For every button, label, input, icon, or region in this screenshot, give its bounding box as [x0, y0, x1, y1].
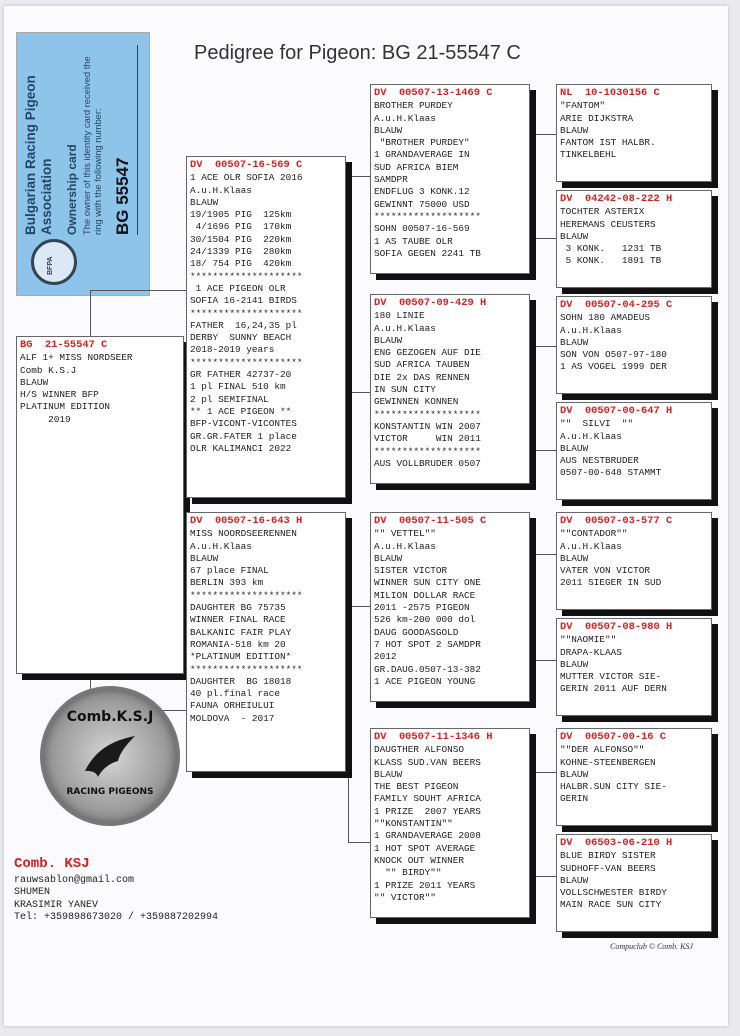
text-line: ********************: [190, 356, 303, 368]
ggp-lines: [560, 744, 708, 805]
ggp-lines: [560, 418, 708, 479]
great-grandparent-box: [556, 190, 712, 288]
text-line: WINNER SUN CITY ONE: [374, 577, 481, 589]
text-line: TINKELBEHL: [560, 149, 617, 161]
text-line: GEWINNEN KONNEN: [374, 396, 459, 408]
badge-bottom-text: RACING PIGEONS: [66, 787, 154, 797]
connector: [534, 554, 535, 660]
text-line: BLAUW: [374, 552, 403, 564]
sire-lines: [190, 172, 342, 455]
connector: [534, 134, 556, 135]
text-line: DAUG GOODASGOLD: [374, 626, 459, 638]
text-line: ""NAOMIE"": [560, 634, 617, 646]
ggp-lines: [560, 850, 708, 911]
text-line: BROTHER PURDEY: [374, 100, 453, 112]
text-line: A.u.H.Klaas: [560, 430, 622, 442]
sire-sire-lines: [374, 100, 526, 260]
association-name-line2: Association: [39, 158, 54, 235]
text-line: "" VETTEL"": [374, 528, 436, 540]
text-line: BLAUW: [560, 658, 589, 670]
ggp-ring: DV 00507-00-647 H: [560, 405, 673, 417]
text-line: BLAUW: [560, 124, 589, 136]
ownership-heading: Ownership card: [65, 144, 79, 235]
text-line: FAUNA ORHEIULUI: [190, 700, 275, 712]
ggp-lines: [560, 206, 708, 267]
text-line: GR FATHER 42737-20: [190, 369, 292, 381]
dam-lines: [190, 528, 342, 725]
text-line: ********************: [190, 589, 303, 601]
text-line: TOCHTER ASTERIX: [560, 206, 645, 218]
text-line: BLAUW: [560, 230, 589, 242]
ownership-card-content: [17, 33, 149, 295]
seal-label: BFPA: [47, 256, 54, 275]
text-line: 1 ACE PIGEON OLR: [190, 282, 286, 294]
text-line: 4/1696 PIG 170km: [190, 221, 292, 233]
text-line: 1 AS VOGEL 1999 DER: [560, 361, 667, 373]
text-line: A.u.H.Klaas: [190, 184, 252, 196]
text-line: KNOCK OUT WINNER: [374, 854, 465, 866]
text-line: MISS NOORDSEERENNEN: [190, 528, 297, 540]
great-grandparent-box: [556, 512, 712, 610]
text-line: BLAUW: [374, 124, 403, 136]
text-line: GR.DAUG.0507-13-382: [374, 663, 481, 675]
ggp-ring: DV 06503-06-210 H: [560, 837, 673, 849]
ggp-lines: [560, 528, 708, 589]
great-grandparent-box: [556, 618, 712, 716]
contact-block: [14, 858, 218, 925]
connector: [348, 176, 349, 392]
ownership-card: [16, 32, 150, 296]
text-line: BLAUW: [190, 552, 219, 564]
text-line: SON VON O507-97-180: [560, 349, 667, 361]
text-line: ""KONSTANTIN"": [374, 818, 453, 830]
text-line: 2018-2019 years: [190, 344, 275, 356]
text-line: 1 ACE PIGEON YOUNG: [374, 675, 476, 687]
text-line: VATER VON VICTOR: [560, 565, 651, 577]
text-line: HALBR.SUN CITY SIE-: [560, 781, 667, 793]
text-line: SISTER VICTOR: [374, 565, 448, 577]
text-line: *******************: [374, 210, 481, 222]
ring-number: BG 55547: [113, 157, 132, 235]
text-line: HEREMANS CEUSTERS: [560, 218, 656, 230]
text-line: GERIN 2011 AUF DERN: [560, 683, 667, 695]
ggp-ring: DV 04242-08-222 H: [560, 193, 673, 205]
text-line: ********************: [190, 270, 303, 282]
connector: [348, 606, 370, 607]
ggp-ring: NL 10-1030156 C: [560, 87, 660, 99]
text-line: THE BEST PIGEON: [374, 781, 459, 793]
connector: [348, 176, 370, 177]
text-line: "BROTHER PURDEY": [374, 137, 470, 149]
text-line: DAUGHTER BG 18018: [190, 675, 292, 687]
text-line: SOFIA GEGEN 2241 TB: [374, 247, 481, 259]
dam-ring: DV 00507-16-643 H: [190, 515, 303, 527]
text-line: BFP-VICONT-VICONTES: [190, 418, 297, 430]
text-line: 2 pl SEMIFINAL: [190, 393, 269, 405]
text-line: BERLIN 393 km: [190, 577, 264, 589]
contact-lines: [14, 875, 218, 925]
dam-dam-box: [370, 728, 530, 918]
text-line: DAUGHTER BG 75735: [190, 602, 286, 614]
text-line: KONSTANTIN WIN 2007: [374, 420, 481, 432]
sire-dam-box: [370, 294, 530, 484]
text-line: FAMILY SOUHT AFRICA: [374, 793, 481, 805]
dam-sire-ring: DV 00507-11-505 C: [374, 515, 487, 527]
text-line: H/S WINNER BFP: [20, 389, 99, 401]
text-line: A.u.H.Klaas: [374, 112, 436, 124]
dam-dam-ring: DV 00507-11-1346 H: [374, 731, 493, 743]
text-line: BLAUW: [560, 552, 589, 564]
text-line: 40 pl.final race: [190, 688, 281, 700]
text-line: SOHN 00507-16-569: [374, 223, 470, 235]
text-line: 1 GRANDAVERAGE IN: [374, 149, 470, 161]
ggp-ring: DV 00507-08-980 H: [560, 621, 673, 633]
connector: [348, 392, 370, 393]
text-line: BLUE BIRDY SISTER: [560, 850, 656, 862]
ownership-text: The owner of this identity card received the ring with the following number:: [81, 56, 103, 235]
text-line: ARIE DIJKSTRA: [560, 112, 634, 124]
great-grandparent-box: [556, 296, 712, 394]
pedigree-sheet: [4, 6, 728, 1026]
text-line: KOHNE-STEENBERGEN: [560, 756, 656, 768]
subject-lines: [20, 352, 180, 426]
text-line: 1 PRIZE 2007 YEARS: [374, 805, 481, 817]
sire-dam-lines: [374, 310, 526, 470]
text-line: GERIN: [560, 793, 589, 805]
connector: [90, 290, 91, 342]
text-line: 24/1339 PIG 280km: [190, 246, 292, 258]
ggp-lines: [560, 634, 708, 695]
text-line: "" SILVI "": [560, 418, 634, 430]
text-line: MOLDOVA - 2017: [190, 712, 275, 724]
text-line: ""CONTADOR"": [560, 528, 628, 540]
text-line: A.u.H.Klaas: [374, 322, 436, 334]
text-line: SUDHOFF-VAN BEERS: [560, 862, 656, 874]
connector: [534, 346, 535, 450]
text-line: A.u.H.Klaas: [560, 324, 622, 336]
text-line: 2019: [20, 413, 71, 425]
text-line: ** 1 ACE PIGEON **: [190, 405, 292, 417]
text-line: 1 PRIZE 2011 YEARS: [374, 879, 476, 891]
dam-dam-lines: [374, 744, 526, 904]
text-line: SOHN 180 AMADEUS: [560, 312, 651, 324]
text-line: DAUGTHER ALFONSO: [374, 744, 465, 756]
text-line: 19/1905 PIG 125km: [190, 209, 292, 221]
badge-top-text: Comb.K.S.J: [66, 709, 154, 725]
connector: [90, 290, 186, 291]
text-line: ENG GEZOGEN AUF DIE: [374, 347, 481, 359]
text-line: BLAUW: [560, 336, 589, 348]
connector: [348, 606, 349, 842]
subject-ring: BG 21-55547 C: [20, 339, 108, 351]
text-line: SOFIA 16-2141 BIRDS: [190, 295, 297, 307]
sire-sire-box: [370, 84, 530, 274]
text-line: 1 pl FINAL 510 km: [190, 381, 286, 393]
text-line: 5 KONK. 1891 TB: [560, 255, 662, 267]
text-line: BLAUW: [560, 442, 589, 454]
club-name: Comb. KSJ: [14, 856, 90, 872]
page-title: Pedigree for Pigeon: BG 21-55547 C: [194, 42, 521, 64]
text-line: ""DER ALFONSO"": [560, 744, 645, 756]
connector: [534, 876, 556, 877]
ggp-ring: DV 00507-00-16 C: [560, 731, 667, 743]
text-line: Tel: +359898673020 / +359887202994: [14, 912, 219, 924]
text-line: *******************: [374, 445, 481, 457]
text-line: BLAUW: [560, 874, 589, 886]
subject-pigeon-box: [16, 336, 184, 674]
text-line: 1 GRANDAVERAGE 2008: [374, 830, 481, 842]
ggp-lines: [560, 100, 708, 161]
sire-dam-ring: DV 00507-09-429 H: [374, 297, 487, 309]
text-line: VOLLSCHWESTER BIRDY: [560, 887, 667, 899]
text-line: 2011 -2575 PIGEON: [374, 602, 470, 614]
text-line: FANTOM IST HALBR.: [560, 137, 656, 149]
text-line: BLAUW: [20, 376, 49, 388]
text-line: IN SUN CITY: [374, 384, 436, 396]
text-line: "" VICTOR"": [374, 891, 436, 903]
association-seal-icon: [31, 239, 77, 285]
connector: [534, 772, 556, 773]
text-line: AUS NESTBRUDER: [560, 455, 639, 467]
dam-sire-box: [370, 512, 530, 702]
text-line: BLAUW: [190, 196, 219, 208]
text-line: SHUMEN: [14, 887, 51, 899]
text-line: "" BIRDY"": [374, 867, 442, 879]
text-line: BALKANIC FAIR PLAY: [190, 626, 292, 638]
text-line: Comb K.S.J: [20, 364, 77, 376]
great-grandparent-box: [556, 84, 712, 182]
connector: [348, 842, 370, 843]
text-line: ROMANIA-518 km 20: [190, 638, 286, 650]
text-line: VICTOR WIN 2011: [374, 433, 481, 445]
text-line: PLATINUM EDITION: [20, 401, 111, 413]
ggp-ring: DV 00507-04-295 C: [560, 299, 673, 311]
connector: [534, 772, 535, 876]
text-line: rauwsablon@gmail.com: [14, 874, 135, 886]
text-line: 1 ACE OLR SOFIA 2016: [190, 172, 303, 184]
pigeon-icon: [80, 731, 140, 781]
connector: [534, 450, 556, 451]
text-line: 1 AS TAUBE OLR: [374, 235, 453, 247]
connector: [534, 134, 535, 238]
dam-box: [186, 512, 346, 772]
ggp-lines: [560, 312, 708, 373]
great-grandparent-box: [556, 834, 712, 932]
text-line: KLASS SUD.VAN BEERS: [374, 756, 481, 768]
footer-credit: Compuclub © Comb. KSJ: [610, 942, 693, 951]
text-line: KRASIMIR YANEV: [14, 899, 99, 911]
club-badge-logo: [40, 686, 180, 826]
text-line: MILION DOLLAR RACE: [374, 589, 476, 601]
text-line: 30/1504 PIG 220km: [190, 233, 292, 245]
text-line: AUS VOLLBRUDER 0507: [374, 457, 481, 469]
text-line: MUTTER VICTOR SIE-: [560, 671, 662, 683]
text-line: 18/ 754 PIG 420km: [190, 258, 292, 270]
association-name: [23, 75, 55, 235]
text-line: OLR KALIMANCI 2022: [190, 442, 292, 454]
text-line: 1 HOT SPOT AVERAGE: [374, 842, 476, 854]
text-line: 3 KONK. 1231 TB: [560, 243, 662, 255]
connector: [534, 238, 556, 239]
card-divider: [137, 45, 138, 235]
connector: [534, 660, 556, 661]
text-line: 180 LINIE: [374, 310, 425, 322]
text-line: *PLATINUM EDITION*: [190, 651, 292, 663]
text-line: SUD AFRICA BIEM: [374, 161, 459, 173]
sire-ring: DV 00507-16-569 C: [190, 159, 303, 171]
sire-sire-ring: DV 00507-13-1469 C: [374, 87, 493, 99]
text-line: BLAUW: [374, 334, 403, 346]
text-line: A.u.H.Klaas: [560, 540, 622, 552]
text-line: 67 place FINAL: [190, 565, 269, 577]
great-grandparent-box: [556, 402, 712, 500]
text-line: GR.GR.FATER 1 place: [190, 430, 297, 442]
text-line: 526 km-200 000 dol: [374, 614, 476, 626]
text-line: *******************: [374, 408, 481, 420]
text-line: SAMDPR: [374, 174, 408, 186]
text-line: BLAUW: [560, 768, 589, 780]
text-line: A.u.H.Klaas: [374, 540, 436, 552]
association-name-line1: Bulgarian Racing Pigeon: [23, 75, 38, 235]
text-line: SUD AFRICA TAUBEN: [374, 359, 470, 371]
connector: [534, 554, 556, 555]
text-line: A.u.H.Klaas: [190, 540, 252, 552]
text-line: FATHER 16,24,35 pl: [190, 319, 297, 331]
text-line: 7 HOT SPOT 2 SAMDPR: [374, 638, 481, 650]
text-line: ENDFLUG 3 KONK.12: [374, 186, 470, 198]
text-line: WINNER FINAL RACE: [190, 614, 286, 626]
text-line: 2011 SIEGER IN SUD: [560, 577, 662, 589]
text-line: "FANTOM": [560, 100, 606, 112]
connector: [534, 346, 556, 347]
text-line: 2012: [374, 651, 397, 663]
text-line: MAIN RACE SUN CITY: [560, 899, 662, 911]
text-line: DRAPA-KLAAS: [560, 646, 622, 658]
text-line: BLAUW: [374, 768, 403, 780]
text-line: GEWINNT 75000 USD: [374, 198, 470, 210]
sire-box: [186, 156, 346, 498]
text-line: DIE 2x DAS RENNEN: [374, 371, 470, 383]
great-grandparent-box: [556, 728, 712, 826]
text-line: ********************: [190, 663, 303, 675]
text-line: DERBY SUNNY BEACH: [190, 332, 292, 344]
text-line: ********************: [190, 307, 303, 319]
text-line: ALF 1+ MISS NORDSEER: [20, 352, 133, 364]
text-line: 0507-00-648 STAMMT: [560, 467, 662, 479]
ggp-ring: DV 00507-03-577 C: [560, 515, 673, 527]
dam-sire-lines: [374, 528, 526, 688]
